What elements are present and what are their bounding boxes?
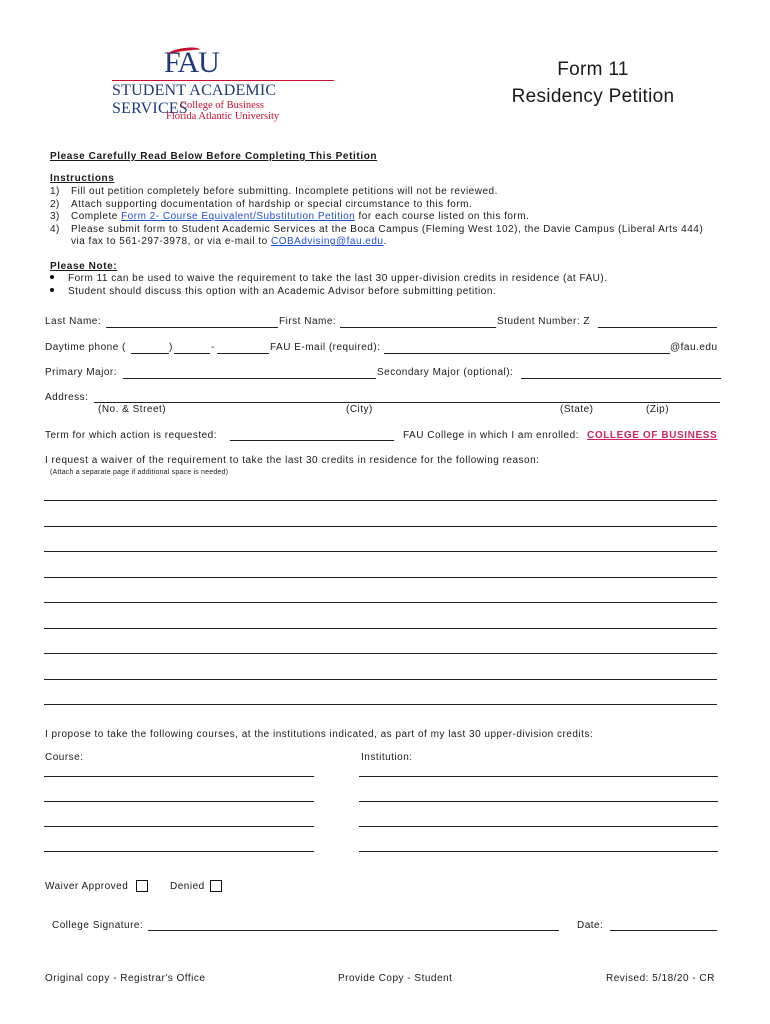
instruction-item	[50, 224, 704, 235]
instruction-number: 4)	[50, 224, 60, 235]
note-heading: Please Note:	[50, 261, 118, 272]
read-notice: Please Carefully Read Below Before Completing This Petition	[50, 151, 378, 162]
institution-field[interactable]	[359, 851, 718, 852]
phone-prefix-field[interactable]	[174, 353, 210, 354]
phone-area-code-field[interactable]	[131, 353, 169, 354]
address-street-hint: (No. & Street)	[98, 404, 167, 415]
reason-line[interactable]	[44, 551, 717, 552]
college-signature-label: College Signature:	[52, 920, 144, 931]
course-field[interactable]	[44, 851, 314, 852]
note-text: Form 11 can be used to waive the requirement to take the last 30 upper-division credits in residence (at FAU).	[68, 273, 608, 284]
course-field[interactable]	[44, 776, 314, 777]
note-text: Student should discuss this option with an Academic Advisor before submitting petition.	[68, 286, 497, 297]
waiver-approved-checkbox[interactable]	[136, 880, 148, 892]
college-signature-field[interactable]	[148, 930, 559, 931]
bullet-icon	[50, 275, 54, 279]
college-label: FAU College in which I am enrolled:	[403, 430, 579, 441]
reason-hint: (Attach a separate page if additional space is needed)	[50, 469, 229, 476]
footer-original-copy: Original copy - Registrar's Office	[45, 973, 206, 984]
fau-email-field[interactable]	[384, 353, 670, 354]
date-field[interactable]	[610, 930, 717, 931]
fau-logo	[108, 46, 338, 124]
reason-line[interactable]	[44, 653, 717, 654]
phone-paren: )	[169, 342, 173, 353]
logo-unit: STUDENT ACADEMIC SERVICES	[112, 82, 277, 117]
instruction-text: Attach supporting documentation of hardship or special circumstance to this form.	[71, 199, 473, 210]
course-label: Course:	[45, 752, 84, 763]
reason-line[interactable]	[44, 500, 717, 501]
page-title	[500, 56, 686, 110]
reason-line[interactable]	[44, 679, 717, 680]
footer-revision: Revised: 5/18/20 - CR	[606, 973, 715, 984]
reason-line[interactable]	[44, 526, 717, 527]
date-label: Date:	[577, 920, 604, 931]
email-domain: @fau.edu	[670, 342, 718, 353]
last-name-label: Last Name:	[45, 316, 102, 327]
student-number-label: Student Number: Z	[497, 316, 590, 327]
address-field[interactable]	[94, 402, 720, 403]
footer-student-copy: Provide Copy - Student	[338, 973, 453, 984]
student-number-field[interactable]	[598, 327, 717, 328]
institution-field[interactable]	[359, 801, 718, 802]
logo-mark: FAU	[164, 46, 219, 79]
instruction-text: Fill out petition completely before submitting. Incomplete petitions will not be reviewed.	[71, 186, 498, 197]
note-item	[50, 273, 608, 284]
denied-label: Denied	[170, 881, 205, 892]
reason-line[interactable]	[44, 704, 717, 705]
instruction-text-pre: via fax to 561-297-3978, or via e-mail to	[71, 236, 271, 247]
phone-dash: -	[211, 342, 215, 353]
title-form-name: Residency Petition	[511, 86, 675, 107]
last-name-field[interactable]	[106, 327, 278, 328]
first-name-field[interactable]	[340, 327, 496, 328]
instruction-text: Please submit form to Student Academic Services at the Boca Campus (Fleming West 102), the Davie Campus (Liberal Arts 444)	[71, 224, 704, 235]
waiver-approved-label: Waiver Approved	[45, 881, 129, 892]
secondary-major-label: Secondary Major (optional):	[377, 367, 514, 378]
fau-email-label: FAU E-mail (required):	[270, 342, 381, 353]
reason-line[interactable]	[44, 628, 717, 629]
daytime-phone-label: Daytime phone (	[45, 342, 126, 353]
logo-university: Florida Atlantic University	[166, 111, 280, 122]
form-2-link[interactable]: Form 2- Course Equivalent/Substitution Petition	[121, 211, 356, 222]
course-field[interactable]	[44, 801, 314, 802]
denied-checkbox[interactable]	[210, 880, 222, 892]
advising-email-link[interactable]: COBAdvising@fau.edu	[270, 236, 384, 247]
address-zip-hint: (Zip)	[646, 404, 670, 415]
instruction-item	[50, 186, 498, 197]
college-value: COLLEGE OF BUSINESS	[587, 430, 718, 441]
instruction-text-post: .	[383, 236, 387, 247]
title-form-number: Form 11	[557, 59, 629, 80]
address-state-hint: (State)	[560, 404, 594, 415]
institution-label: Institution:	[361, 752, 413, 763]
instruction-text-pre: Complete	[71, 211, 122, 222]
address-label: Address:	[45, 392, 89, 403]
instruction-text-post: for each course listed on this form.	[355, 211, 530, 222]
primary-major-field[interactable]	[123, 378, 376, 379]
instruction-number: 1)	[50, 186, 60, 197]
secondary-major-field[interactable]	[521, 378, 721, 379]
reason-line[interactable]	[44, 602, 717, 603]
institution-field[interactable]	[359, 776, 718, 777]
primary-major-label: Primary Major:	[45, 367, 118, 378]
institution-field[interactable]	[359, 826, 718, 827]
term-label: Term for which action is requested:	[45, 430, 218, 441]
instruction-item	[50, 199, 473, 210]
courses-prompt: I propose to take the following courses, at the institutions indicated, as part of my last 30 upper-division credits:	[45, 729, 594, 740]
instruction-text-continued	[71, 236, 387, 247]
instruction-item	[50, 211, 530, 222]
logo-divider	[112, 80, 334, 81]
reason-line[interactable]	[44, 577, 717, 578]
course-field[interactable]	[44, 826, 314, 827]
address-city-hint: (City)	[346, 404, 373, 415]
term-field[interactable]	[230, 440, 394, 441]
instructions-heading: Instructions	[50, 173, 115, 184]
reason-prompt: I request a waiver of the requirement to take the last 30 credits in residence for the following reason:	[45, 455, 540, 466]
logo-college: College of Business	[180, 100, 264, 111]
instruction-text	[71, 211, 529, 222]
first-name-label: First Name:	[279, 316, 337, 327]
instruction-number: 2)	[50, 199, 60, 210]
instruction-number: 3)	[50, 211, 60, 222]
bullet-icon	[50, 288, 54, 292]
phone-line-field[interactable]	[217, 353, 269, 354]
note-item	[50, 286, 496, 297]
